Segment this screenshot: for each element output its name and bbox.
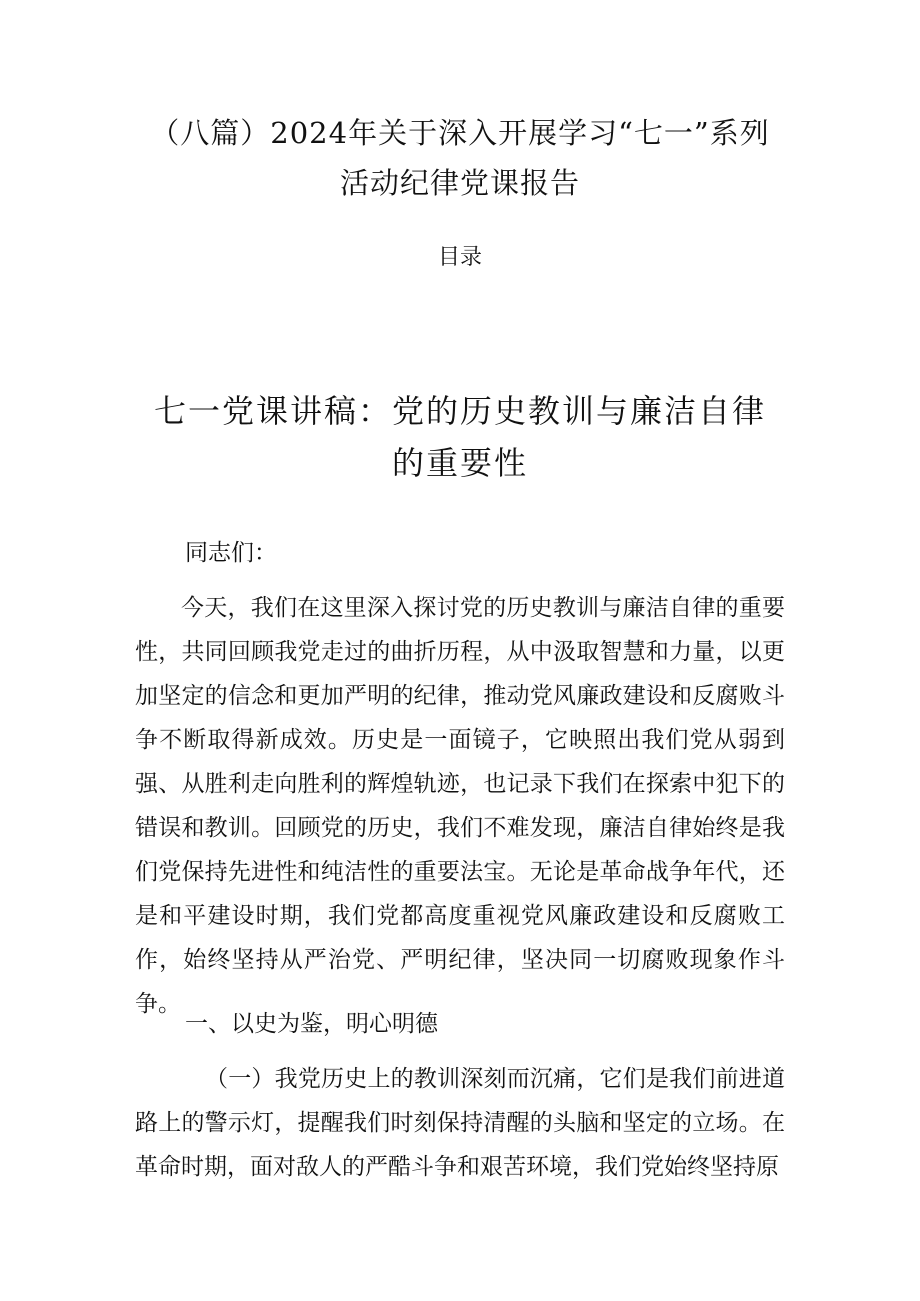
section-title: 七一党课讲稿：党的历史教训与廉洁自律的重要性: [153, 392, 766, 482]
body-paragraph-1: 今天，我们在这里深入探讨党的历史教训与廉洁自律的重要性，共同回顾我党走过的曲折历程，从中汲取智慧和力量，以更加坚定的信念和更加严明的纪律，推动党风廉政建设和反腐败斗争不断取得新成效。历史是一面镜子，它映照出我们党从弱到强、从胜利走向胜利的辉煌轨迹，也记录下我们在探索中犯下的错误和教训。回顾党的历史，我们不难发现，廉洁自律始终是我们党保持先进性和纯洁性的重要法宝。无论是革命战争年代，还是和平建设时期，我们党都高度重视党风廉政建设和反腐败工作，始终坚持从严治党、严明纪律，坚决同一切腐败现象作斗争。: [135, 595, 785, 1017]
subheading-1: 一、以史为鉴，明心明德: [185, 1011, 438, 1037]
toc-heading: 目录: [437, 245, 482, 270]
greeting: 同志们：: [185, 540, 277, 566]
document-title: （八篇）2024年关于深入开展学习“七一”系列活动纪律党课报告: [150, 116, 770, 200]
body-paragraph-2: （一）我党历史上的教训深刻而沉痛，它们是我们前进道路上的警示灯，提醒我们时刻保持清醒的头脑和坚定的立场。在革命时期，面对敌人的严酷斗争和艰苦环境，我们党始终坚持原: [135, 1066, 785, 1180]
